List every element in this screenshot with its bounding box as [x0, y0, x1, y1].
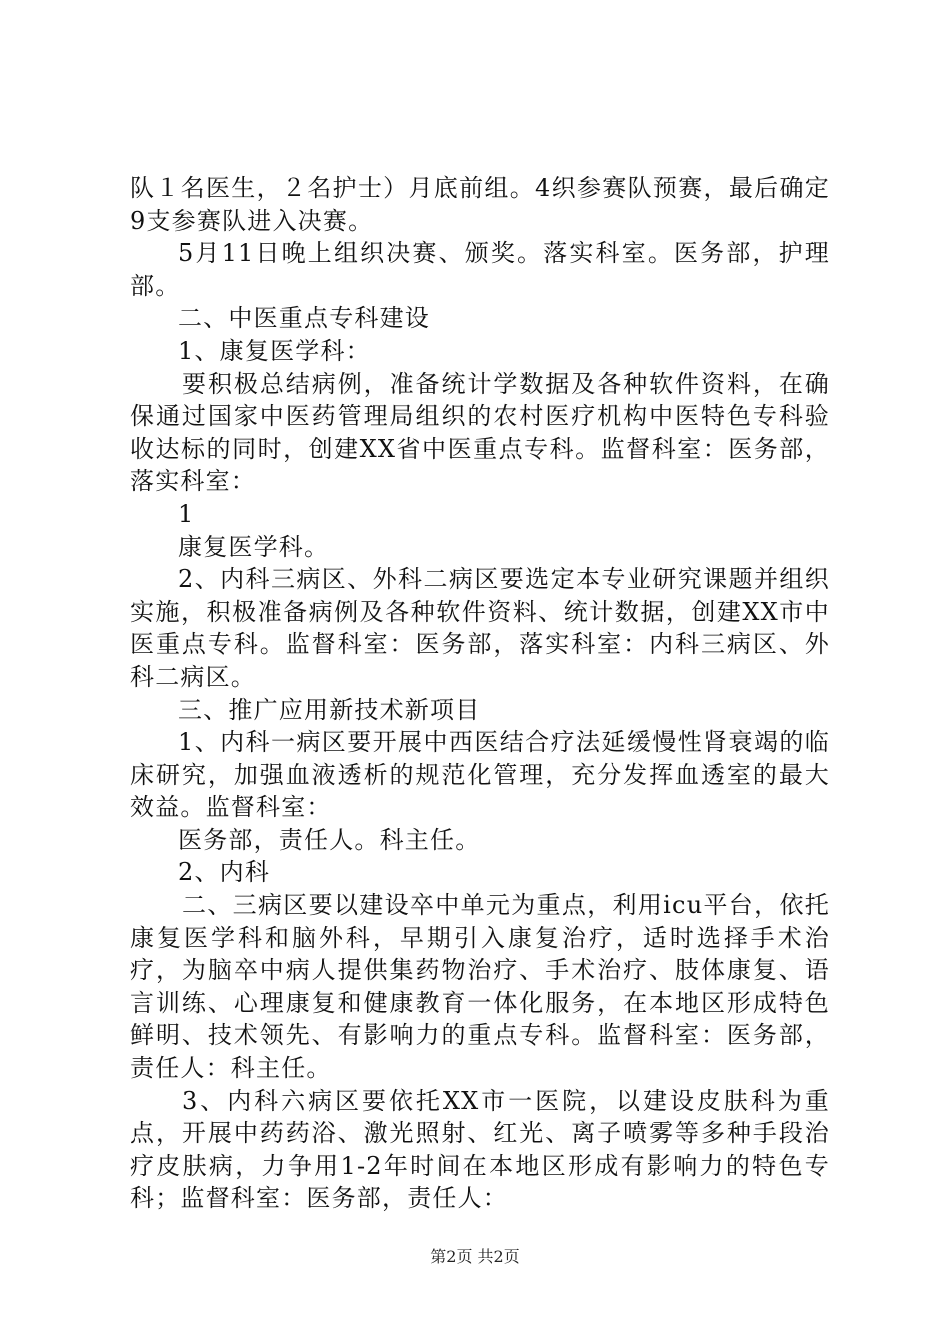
paragraph: 医务部，责任人。科主任。 [178, 825, 481, 854]
section-heading: 二、中医重点专科建设 [178, 304, 430, 333]
paragraph: 队１名医生，２名护士）月底前组。4织参赛队预赛，最后确定9支参赛队进入决赛。 [130, 174, 830, 235]
document-body [130, 172, 830, 1215]
page-footer: 第2页 共2页 [430, 1247, 520, 1266]
paragraph: 3、内科六病区要依托XX市一医院，以建设皮肤科为重点，开展中药药浴、激光照射、红光、离子喷雾等多种手段治疗皮肤病，力争用1-2年时间在本地区形成有影响力的特色专科；监督科室：医务部，责任人： [130, 1086, 830, 1213]
paragraph: 5月11日晚上组织决赛、颁奖。落实科室。医务部，护理部。 [130, 239, 830, 300]
subsection-heading: 1、康复医学科： [178, 336, 371, 365]
paragraph: 2、内科三病区、外科二病区要选定本专业研究课题并组织实施，积极准备病例及各种软件资料、统计数据，创建XX市中医重点专科。监督科室：医务部，落实科室：内科三病区、外科二病区。 [130, 565, 830, 691]
paragraph: 1、内科一病区要开展中西医结合疗法延缓慢性肾衰竭的临床研究，加强血液透析的规范化管理，充分发挥血透室的最大效益。监督科室： [130, 728, 830, 822]
paragraph: 2、内科 [178, 858, 271, 887]
paragraph: 要积极总结病例，准备统计学数据及各种软件资料，在确保通过国家中医药管理局组织的农村医疗机构中医特色专科验收达标的同时，创建XX省中医重点专科。监督科室：医务部，落实科室： [130, 369, 830, 496]
paragraph: 二、三病区要以建设卒中单元为重点，利用icu平台，依托康复医学科和脑外科，早期引入康复治疗，适时选择手术治疗，为脑卒中病人提供集药物治疗、手术治疗、肢体康复、语言训练、心理康复和健康教育一体化服务，在本地区形成特色鲜明、技术领先、有影响力的重点专科。监督科室：医务部，责任人：科主任。 [130, 891, 830, 1083]
section-heading: 三、推广应用新技术新项目 [178, 695, 481, 724]
paragraph: 1 [178, 499, 195, 528]
paragraph: 康复医学科。 [178, 532, 330, 561]
